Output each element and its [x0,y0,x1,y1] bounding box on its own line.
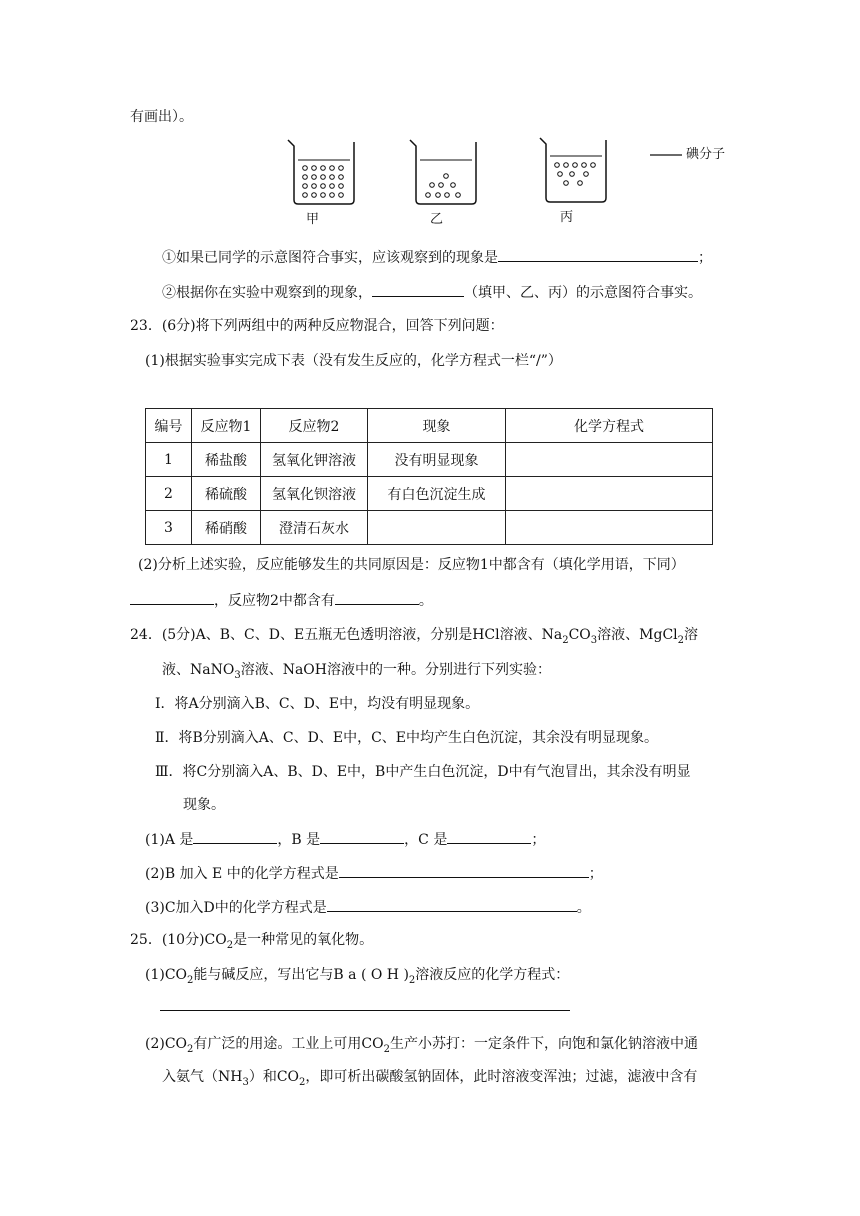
table-header: 化学方程式 [506,409,713,443]
experiment-table [145,408,713,545]
step-3-cont: 现象。 [183,797,225,813]
question-24-2: (2)B 加入 E 中的化学方程式是 ； [145,863,603,884]
table-cell: 稀硫酸 [192,477,261,511]
beaker-label-jia: 甲 [306,212,320,227]
answer-blank[interactable] [327,897,577,912]
answer-line[interactable] [160,1010,570,1011]
table-header: 编号 [146,409,192,443]
question-25-2-cont: 入氨气$(NH_3)$和$CO_2$，即可析出碳酸氢钠固体，此时溶液变浑浊；过滤，滤液中含有 [162,1069,698,1088]
beaker-jia [288,140,354,204]
table-cell: 2 [146,477,192,511]
table-cell: 氢氧化钡溶液 [261,477,368,511]
answer-blank[interactable] [320,829,404,844]
beaker-label-bing: 丙 [560,210,574,225]
question-23-2: (2)分析上述实验，反应能够发生的共同原因是：反应物1中都含有（填化学用语，下同） [138,557,685,573]
table-header: 现象 [368,409,506,443]
answer-blank[interactable] [498,247,698,262]
question-25-1: $(1)CO_2$能与碱反应，写出它与B a ( O H )$_2$溶液反应的化学方程式： [145,967,570,986]
table-row [146,511,713,545]
table-cell: 稀盐酸 [192,443,261,477]
question-24-cont: 液、NaNO$_3$溶液、NaOH溶液中的一种。分别进行下列实验： [162,662,551,681]
legend-label: 碘分子 [686,147,726,162]
question-24-3: (3)C加入D中的化学方程式是 。 [145,897,591,918]
text-top-tail: 有画出）。 [130,109,193,125]
question-a: ①如果已同学的示意图符合事实，应该观察到的现象是 ； [162,247,712,268]
step-1: Ⅰ．将A分别滴入B、C、D、E中，均没有明显现象。 [155,696,480,712]
answer-blank[interactable] [193,829,277,844]
question-23-1: (1)根据实验事实完成下表（没有发生反应的，化学方程式一栏“/”） [145,353,562,369]
question-24-1: (1)A 是 ，B 是 ，C 是 ； [145,829,545,850]
answer-blank[interactable] [335,590,419,605]
table-cell[interactable] [506,511,713,545]
table-cell[interactable] [506,443,713,477]
table-row [146,477,713,511]
beaker-label-yi: 乙 [430,212,444,227]
table-header: 反应物2 [261,409,368,443]
table-cell: 3 [146,511,192,545]
table-row [146,443,713,477]
answer-blank[interactable] [372,282,464,297]
answer-blank[interactable] [130,590,214,605]
question-25: 25．(10分)$CO_2$是一种常见的氧化物。 [130,932,374,951]
table-cell: 稀硝酸 [192,511,261,545]
legend-line [648,152,684,158]
beaker-bing [540,138,606,202]
table-header-row [146,409,713,443]
answer-blank[interactable] [339,863,589,878]
table-cell: 1 [146,443,192,477]
question-23-2b: ，反应物2中都含有 。 [130,590,433,611]
table-cell: 氢氧化钾溶液 [261,443,368,477]
step-3: Ⅲ．将C分别滴入A、B、D、E中，B中产生白色沉淀，D中有气泡冒出，其余没有明显 [155,764,691,780]
beaker-yi [410,140,476,204]
question-25-2: $(2)CO_2$有广泛的用途。工业上可用$CO_2$生产小苏打：一定条件下，向饱和氯化钠溶液中通 [145,1036,698,1055]
table-cell[interactable] [368,511,506,545]
table-header: 反应物1 [192,409,261,443]
answer-blank[interactable] [447,829,531,844]
table-cell[interactable] [506,477,713,511]
table-cell: 有白色沉淀生成 [368,477,506,511]
table-cell: 没有明显现象 [368,443,506,477]
question-b: ②根据你在实验中观察到的现象， （填甲、乙、丙）的示意图符合事实。 [162,282,702,303]
question-24: 24．(5分)A、B、C、D、E五瓶无色透明溶液，分别是HCl溶液、$Na_2CO_3$溶液、MgCl$_2$溶 [130,627,699,646]
table-cell: 澄清石灰水 [261,511,368,545]
step-2: Ⅱ．将B分别滴入A、C、D、E中，C、E中均产生白色沉淀，其余没有明显现象。 [155,730,659,746]
question-23: 23．(6分)将下列两组中的两种反应物混合，回答下列问题： [130,318,504,334]
